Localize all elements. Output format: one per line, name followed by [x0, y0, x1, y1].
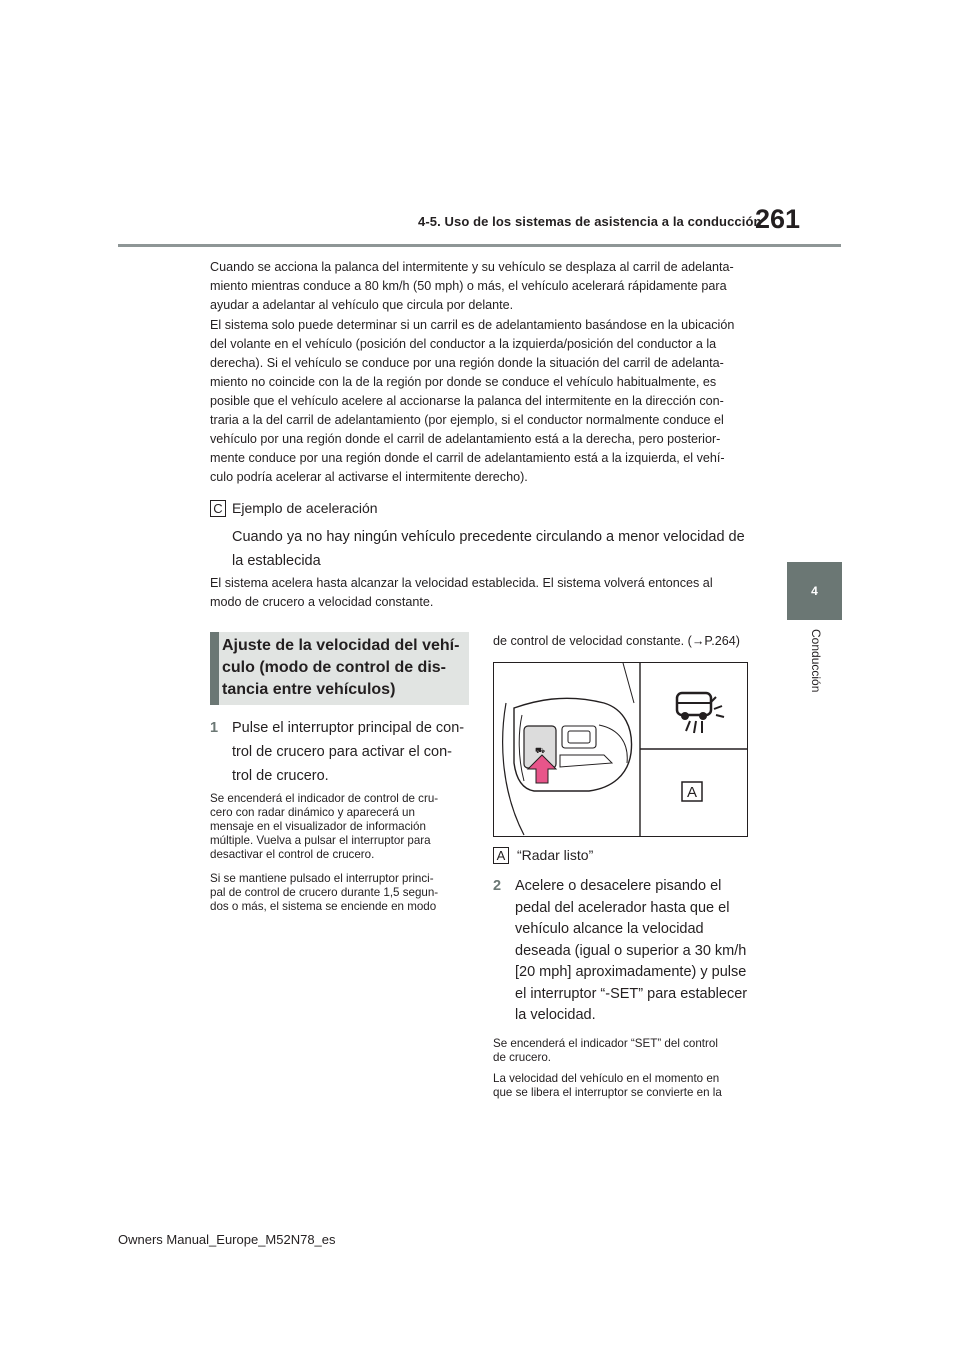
chapter-number: 4 — [811, 584, 818, 598]
text-line: derecha). Si el vehículo se conduce por una región donde la situación del carril de adelanta- — [210, 356, 724, 370]
page-number: 261 — [755, 204, 801, 234]
text-line: miento no coincide con la de la región por donde se conduce el vehículo habitualmente, es — [210, 375, 717, 389]
text-line: de control de velocidad constante. ( — [493, 634, 692, 648]
text-line: traria a la del carril de adelantamiento (por ejemplo, si el conductor normalmente conduce el — [210, 413, 724, 427]
text-line: La velocidad del vehículo en el momento en — [493, 1072, 720, 1085]
radar-letter-box: A — [493, 847, 509, 864]
text-line: Ajuste de la velocidad del vehí- — [222, 637, 460, 654]
header-divider — [118, 244, 841, 247]
text-line: tancia entre vehículos) — [222, 681, 396, 698]
step-number: 2 — [493, 878, 502, 894]
intro-paragraph-1 — [210, 258, 760, 315]
text-line: culo podría acelerar al activarse el intermitente derecho). — [210, 470, 528, 484]
step-text — [232, 716, 472, 788]
continuation-text — [493, 634, 753, 648]
example-heading — [210, 500, 378, 517]
text-line: mensaje en el visualizador de información — [210, 820, 426, 833]
text-line: pedal del acelerador hasta que el — [515, 899, 730, 916]
example-label: Ejemplo de aceleración — [232, 500, 378, 516]
text-line: Pulse el interruptor principal de con- — [232, 720, 465, 736]
text-line: la establecida — [232, 553, 321, 569]
text-line: Acelere o desacelere pisando el — [515, 878, 722, 894]
text-line: dos o más, el sistema se enciende en modo — [210, 900, 437, 913]
text-line: múltiple. Vuelva a pulsar el interruptor para — [210, 834, 431, 847]
text-line: desactivar el control de crucero. — [210, 848, 375, 861]
step-2-note — [493, 1037, 751, 1065]
step-2-note-2 — [493, 1072, 751, 1100]
text-line: pal de control de crucero durante 1,5 segun- — [210, 886, 439, 899]
arrow-icon: → — [691, 634, 705, 648]
text-line: Cuando se acciona la palanca del intermitente y su vehículo se desplaza al carril de adelanta- — [210, 260, 734, 274]
step-1-note — [210, 792, 468, 862]
text-line: El sistema solo puede determinar si un carril es de adelantamiento basándose en la ubicación — [210, 318, 735, 332]
text-line: el interruptor “-SET” para establecer — [515, 985, 748, 1002]
text-line: Cuando ya no hay ningún vehículo precedente circulando a menor velocidad de — [232, 529, 745, 545]
example-description — [210, 574, 760, 612]
text-line: Se encenderá el indicador de control de cru- — [210, 792, 439, 805]
figure-label-a: A — [686, 784, 698, 801]
step-1-note-2 — [210, 872, 468, 914]
page-reference[interactable]: P.264) — [704, 634, 740, 648]
radar-cruise-icon — [677, 693, 724, 733]
example-condition — [232, 525, 752, 573]
text-line: posible que el vehículo acelere al accionarse la palanca del intermitente en la dirección con- — [210, 394, 724, 408]
svg-text:⛟: ⛟ — [534, 746, 546, 755]
steering-wheel-illustration — [494, 663, 747, 836]
steering-switch-figure — [493, 662, 748, 837]
text-line: trol de crucero. — [232, 768, 329, 784]
chapter-label-text: Conducción — [809, 629, 823, 693]
text-line: la velocidad. — [515, 1007, 596, 1023]
chapter-label — [806, 629, 823, 693]
radar-label-row — [493, 847, 593, 864]
text-line: del volante en el vehículo (posición del conductor a la izquierda/posición del conductor a la — [210, 337, 717, 351]
text-line: mente conduce por una región donde el carril de adelantamiento está a la izquierda, el vehí- — [210, 451, 725, 465]
text-line: [20 mph] aproximadamente) y pulse — [515, 964, 747, 980]
text-line: El sistema acelera hasta alcanzar la velocidad establecida. El sistema volverá entonces al — [210, 576, 713, 590]
step-number: 1 — [210, 720, 219, 736]
text-line: vehículo por una región donde el carril de adelantamiento está a la derecha, pero posterior- — [210, 432, 721, 446]
text-line: Se encenderá el indicador “SET” del control — [493, 1037, 718, 1050]
footer-text: Owners Manual_Europe_M52N78_es — [118, 1232, 336, 1247]
text-line: ayudar a adelantar al vehículo que circula por delante. — [210, 298, 514, 312]
text-line: modo de crucero a velocidad constante. — [210, 595, 434, 609]
text-line: cero con radar dinámico y aparecerá un — [210, 806, 415, 819]
text-line: que se libera el interruptor se convierte en la — [493, 1086, 722, 1099]
text-line: Si se mantiene pulsado el interruptor princi- — [210, 872, 434, 885]
section-heading — [222, 635, 467, 701]
text-line: de crucero. — [493, 1051, 551, 1064]
intro-paragraph-2 — [210, 316, 760, 487]
radar-label: “Radar listo” — [517, 847, 594, 863]
section-header-title: 4-5. Uso de los sistemas de asistencia a la conducción — [418, 214, 762, 229]
text-line: trol de crucero para activar el con- — [232, 744, 453, 760]
step-text — [515, 876, 755, 1027]
text-line: miento mientras conduce a 80 km/h (50 mph) o más, el vehículo acelerará rápidamente para — [210, 279, 727, 293]
text-line: vehículo alcance la velocidad — [515, 921, 704, 937]
text-line: culo (modo de control de dis- — [222, 659, 446, 676]
example-letter-box: C — [210, 500, 226, 517]
text-line: deseada (igual o superior a 30 km/h — [515, 942, 747, 959]
